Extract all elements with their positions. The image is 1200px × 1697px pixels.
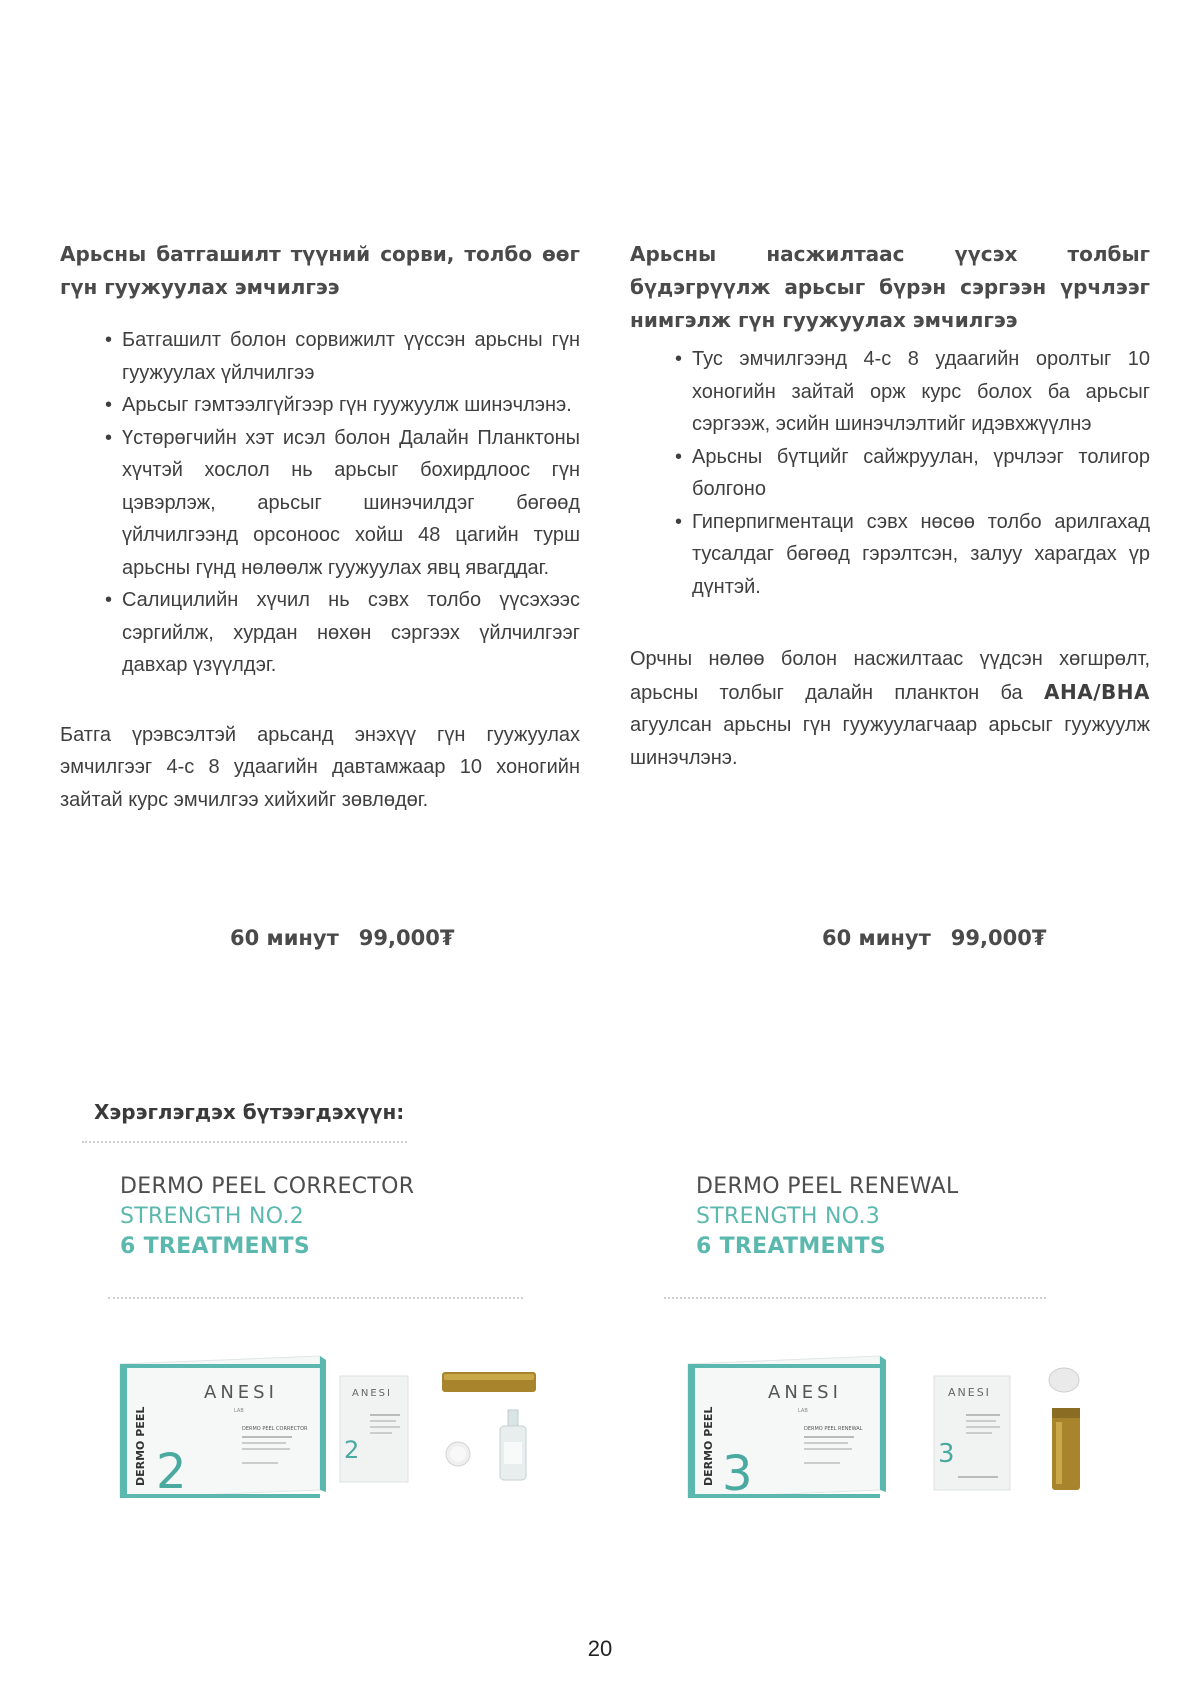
box-lab-text: LAB bbox=[234, 1408, 244, 1414]
product-strength: STRENGTH NO.3 bbox=[696, 1204, 881, 1229]
left-treatment-section bbox=[60, 238, 580, 816]
page-number: 20 bbox=[587, 1636, 613, 1661]
duration: 60 минут bbox=[822, 926, 931, 950]
left-treatment-paragraph: Батга үрэвсэлтэй арьсанд энэхүү гүн гуужуулах эмчилгээг 4-с 8 удаагийн давтамжаар 10 хоногийн зайтай курс эмчилгээ хийхийг зөвлөдөг. bbox=[60, 723, 580, 811]
product-image-renewal bbox=[682, 1350, 1102, 1510]
box-lab-text: LAB bbox=[798, 1408, 808, 1414]
product-treatments: 6 TREATMENTS bbox=[120, 1234, 311, 1259]
list-item: • Гиперпигментаци сэвх нөсөө толбо арилгахад тусалдаг бөгөөд гэрэлтсэн, залуу харагдах үр дүнтэй. bbox=[672, 506, 1150, 604]
box-number: 3 bbox=[722, 1446, 753, 1502]
left-price-line bbox=[230, 926, 454, 950]
divider bbox=[108, 1297, 523, 1299]
sachet-number: 2 bbox=[344, 1436, 360, 1464]
list-item: • Батгашилт болон сорвижилт үүссэн арьсны гүн гуужуулах үйлчилгээ bbox=[102, 324, 580, 389]
vial-cap bbox=[1049, 1368, 1079, 1392]
sachet-brand-text: ANESI bbox=[948, 1386, 991, 1399]
product-name: DERMO PEEL RENEWAL bbox=[696, 1174, 959, 1199]
products-title: Хэрэглэгдэх бүтээгдэхүүн: bbox=[94, 1100, 405, 1124]
sachet-number: 3 bbox=[938, 1439, 955, 1469]
right-treatment-bullets bbox=[672, 343, 1150, 603]
product-treatments: 6 TREATMENTS bbox=[696, 1234, 887, 1259]
divider bbox=[82, 1141, 407, 1143]
box-side-text: DERMO PEEL bbox=[702, 1406, 715, 1486]
box-brand-text: ANESI bbox=[204, 1382, 278, 1403]
product-name: DERMO PEEL CORRECTOR bbox=[120, 1174, 415, 1199]
price: 99,000₮ bbox=[950, 926, 1047, 950]
duration: 60 минут bbox=[230, 926, 339, 950]
sachet-brand-text: ANESI bbox=[352, 1388, 392, 1399]
right-treatment-paragraph bbox=[630, 643, 1150, 774]
paragraph-bold-text: AHA/BHA bbox=[1044, 679, 1150, 704]
product-strength: STRENGTH NO.2 bbox=[120, 1204, 305, 1229]
list-item: • Тус эмчилгээнд 4-с 8 удаагийн оролтыг 10 хоногийн зайтай орж курс болох ба арьсыг сэргээж, эсийн шинэчлэлтийг идэвхжүүлнэ bbox=[672, 343, 1150, 441]
box-brand-text: ANESI bbox=[768, 1382, 842, 1403]
box-product-label: DERMO PEEL CORRECTOR bbox=[242, 1426, 308, 1432]
box-product-label: DERMO PEEL RENEWAL bbox=[804, 1426, 863, 1432]
paragraph-text: Орчны нөлөө болон насжилтаас үүдсэн хөгшрөлт, арьсны толбыг далайн планктон ба bbox=[630, 648, 1150, 704]
product-name-block bbox=[120, 1172, 414, 1262]
list-item: • Арьсны бүтцийг сайжруулан, үрчлээг толигор болгоно bbox=[672, 441, 1150, 506]
right-treatment-section bbox=[630, 238, 1150, 774]
box-side-text: DERMO PEEL bbox=[134, 1406, 147, 1486]
list-item: • Үстөрөгчийн хэт исэл болон Далайн Планктоны хүчтэй хослол нь арьсыг бохирдлоос гүн цэвэрлэж, арьсыг шинэчилдэг бөгөөд үйлчилгээнд орсоноос хойш 48 цагийн турш арьсны гүнд нөлөөлж гуужуулах явц явагддаг. bbox=[102, 422, 580, 585]
box-number: 2 bbox=[156, 1444, 187, 1500]
right-treatment-heading: Арьсны насжилтаас үүсэх толбыг бүдэгрүүлж арьсыг бүрэн сэргээн үрчлээг нимгэлж гүн гуужуулах эмчилгээ bbox=[630, 242, 1150, 332]
divider bbox=[664, 1297, 1046, 1299]
glass-vial bbox=[508, 1410, 518, 1426]
list-item: • Салицилийн хүчил нь сэвх толбо үүсэхээс сэргийлж, хурдан нөхөн сэргээх үйлчилгээг давхар үзүүлдэг. bbox=[102, 584, 580, 682]
left-treatment-heading: Арьсны батгашилт түүний сорви, толбо өөг гүн гуужуулах эмчилгээ bbox=[60, 242, 580, 299]
left-treatment-bullets bbox=[102, 324, 580, 682]
price: 99,000₮ bbox=[358, 926, 455, 950]
right-price-line bbox=[822, 926, 1046, 950]
paragraph-text: агуулсан арьсны гүн гуужуулагчаар арьсыг гуужуулж шинэчлэнэ. bbox=[630, 714, 1150, 769]
product-image-corrector bbox=[112, 1350, 552, 1510]
list-item: • Арьсыг гэмтээлгүйгээр гүн гуужуулж шинэчлэнэ. bbox=[102, 389, 580, 422]
product-name-block bbox=[696, 1172, 959, 1262]
